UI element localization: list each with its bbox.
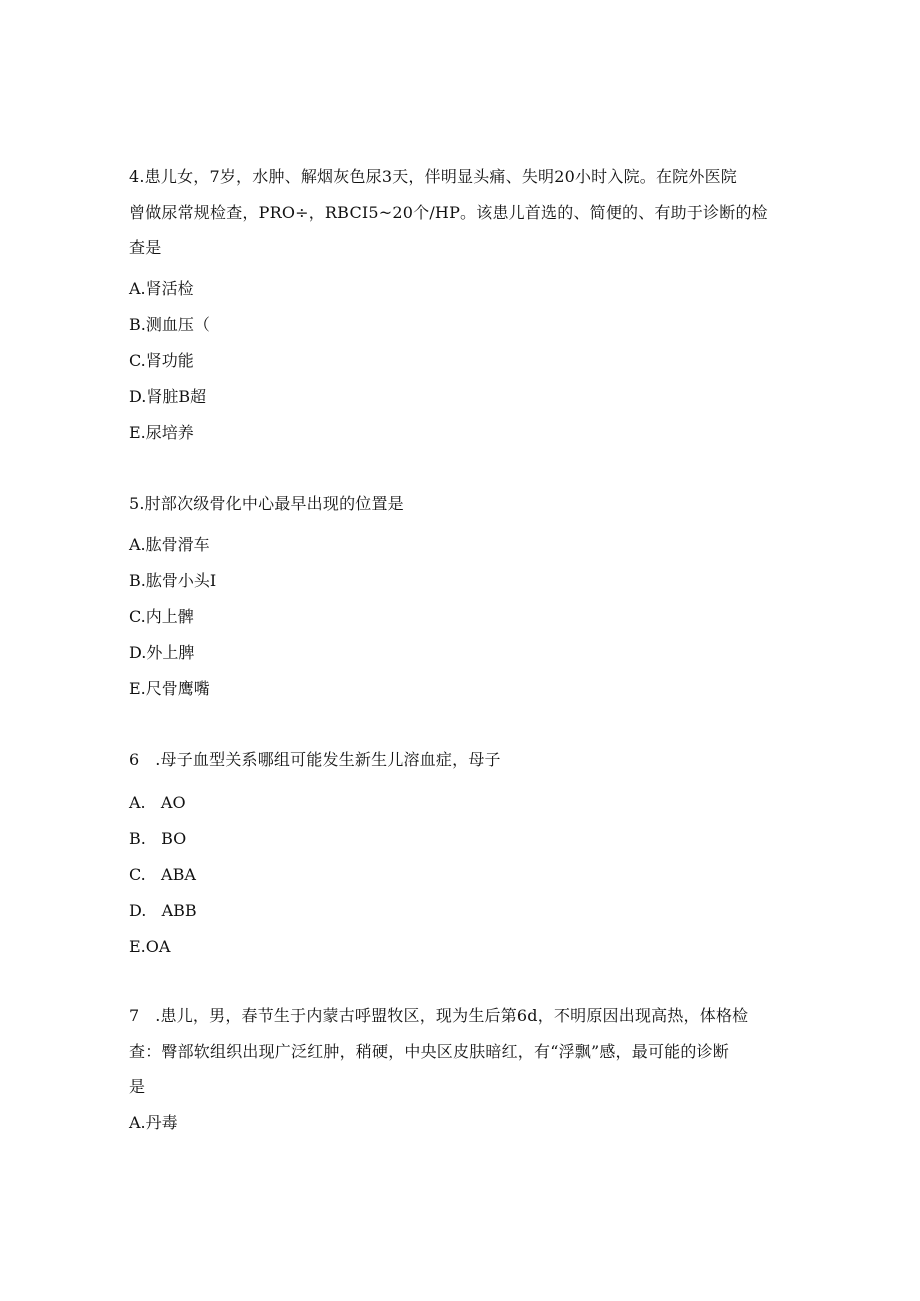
question-6-stem-line-1: 6 .母子血型关系哪组可能发生新生儿溶血症，母子 [129, 750, 501, 769]
question-6-option-b: B. BO [129, 829, 187, 848]
question-7-stem-line-3: 是 [129, 1077, 146, 1096]
question-6-option-c: C. ABA [129, 865, 196, 884]
question-6-option-e: E.OA [129, 937, 171, 956]
question-4-option-d: D.肾脏B超 [129, 387, 207, 406]
question-4-option-a: A.肾活检 [129, 279, 194, 298]
question-5-option-b: B.肱骨小头I [129, 571, 217, 590]
question-7-stem-line-2: 查：臀部软组织出现广泛红肿，稍硬，中央区皮肤暗红，有“浮飘”感，最可能的诊断 [129, 1042, 729, 1061]
question-4-stem-line-3: 查是 [129, 238, 162, 257]
question-6-option-d: D. ABB [129, 901, 197, 920]
question-5-option-a: A.肱骨滑车 [129, 535, 210, 554]
question-7-option-a: A.丹毒 [129, 1113, 178, 1132]
question-4-option-e: E.尿培养 [129, 423, 194, 442]
question-5-stem-line-1: 5.肘部次级骨化中心最早出现的位置是 [129, 494, 404, 513]
question-4-stem-line-1: 4.患儿女，7岁，水肿、解烟灰色尿3天，伴明显头痛、失明20小时入院。在院外医院 [129, 167, 737, 186]
question-4-option-c: C.肾功能 [129, 351, 194, 370]
question-6-option-a: A. AO [129, 793, 186, 812]
question-5-option-e: E.尺骨鹰嘴 [129, 679, 210, 698]
question-5-option-c: C.内上髀 [129, 607, 194, 626]
question-5-option-d: D.外上脾 [129, 643, 195, 662]
question-4-stem-line-2: 曾做尿常规检查，PRO÷，RBCI5~20个/HP。该患儿首选的、简便的、有助于诊断的检 [129, 203, 768, 222]
question-7-stem-line-1: 7 .患儿，男，春节生于内蒙古呼盟牧区，现为生后第6d，不明原因出现高热，体格检 [129, 1006, 749, 1025]
question-4-option-b: B.测血压（ [129, 315, 210, 334]
